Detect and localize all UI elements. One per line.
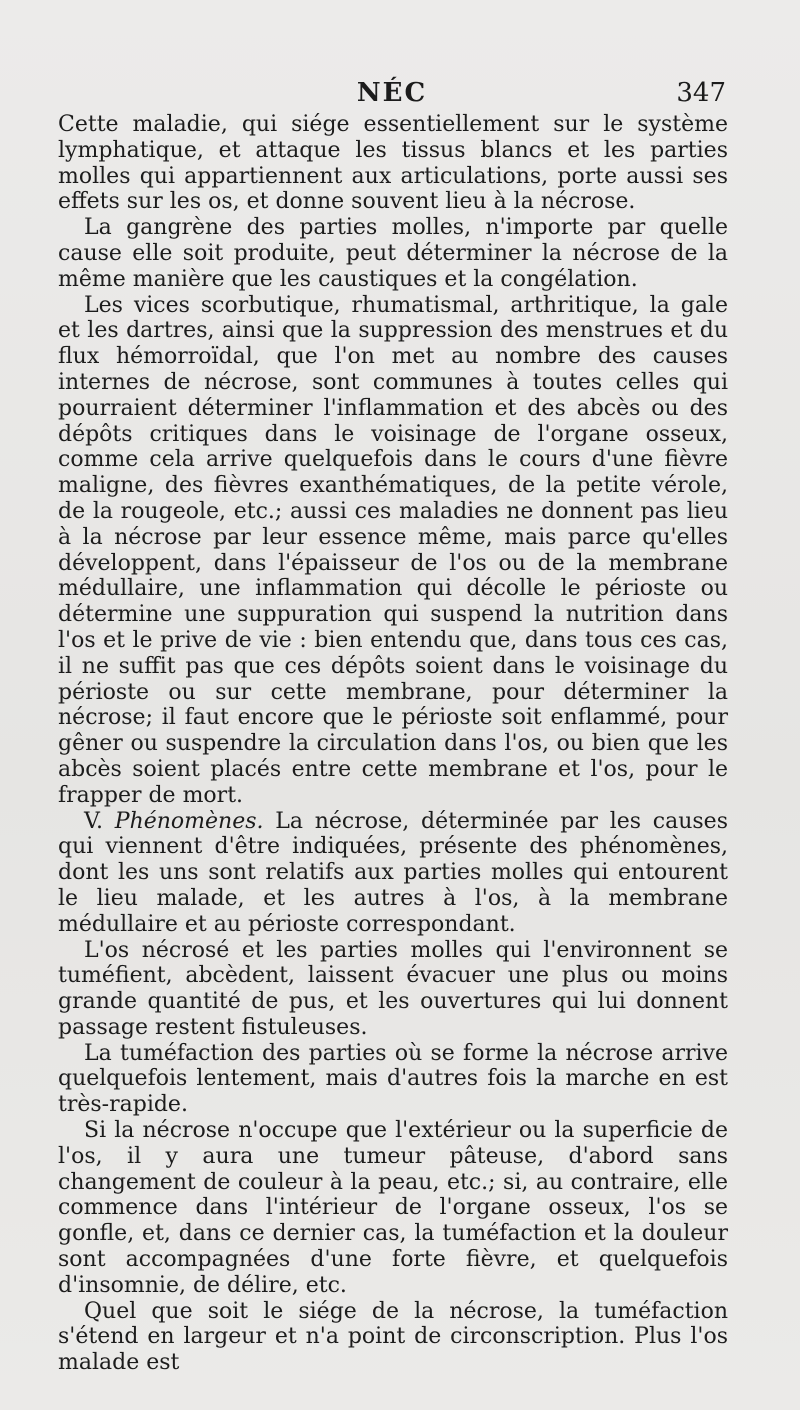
paragraph-7: Si la nécrose n'occupe que l'extérieur ou la superficie de l'os, il y aura une tumeur pâteuse, d'abord sans changement de couleur à la peau, etc.; si, au contraire, elle commence dans l'intérieur de l'organe osseux, l'os se gonfle, et, dans ce dernier cas, la tuméfaction et la douleur sont accompagnées d'une forte fièvre, et quelquefois d'insomnie, de délire, etc. [58,1118,728,1298]
section-label: V. [84,808,104,834]
section-paragraph [58,809,728,938]
paragraph-3: Les vices scorbutique, rhumatismal, arthritique, la gale et les dartres, ainsi que la suppression des menstrues et du flux hémorroïdal, que l'on met au nombre des causes internes de nécrose, sont communes à toutes celles qui pourraient déterminer l'inflammation et des abcès ou des dépôts critiques dans le voisinage de l'organe osseux, comme cela arrive quelquefois dans le cours d'une fièvre maligne, des fièvres exanthématiques, de la petite vérole, de la rougeole, etc.; aussi ces maladies ne donnent pas lieu à la nécrose par leur essence même, mais parce qu'elles développent, dans l'épaisseur de l'os ou de la membrane médullaire, une inflammation qui décolle le périoste ou détermine une suppuration qui suspend la nutrition dans l'os et le prive de vie : bien entendu que, dans tous ces cas, il ne suffit pas que ces dépôts soient dans le voisinage du périoste ou sur cette membrane, pour déterminer la nécrose; il faut encore que le périoste soit enflammé, pour gêner ou suspendre la circulation dans l'os, ou bien que les abcès soient placés entre cette membrane et l'os, pour le frapper de mort. [58,292,728,808]
paragraph-5: L'os nécrosé et les parties molles qui l'environnent se tuméfient, abcèdent, laissent évacuer une plus ou moins grande quantité de pus, et les ouvertures qui lui donnent passage restent fistuleuses. [58,937,728,1040]
running-head: NÉC [356,78,428,108]
section-title: Phénomènes. [114,808,264,834]
section-text: La nécrose, déterminée par les causes qui viennent d'être indiquées, présente des phénomènes, dont les uns sont relatifs aux parties molles qui entourent le lieu malade, et les autres à l'os, à la membrane médullaire et au périoste correspondant. [58,808,728,937]
body-text [58,112,728,1376]
page-number: 347 [676,78,726,108]
paragraph-1: Cette maladie, qui siége essentiellement sur le système lymphatique, et attaque les tissus blancs et les parties molles qui appartiennent aux articulations, porte aussi ses effets sur les os, et donne souvent lieu à la nécrose. [58,112,728,215]
paragraph-8: Quel que soit le siége de la nécrose, la tuméfaction s'étend en largeur et n'a point de circonscription. Plus l'os malade est [58,1298,728,1376]
paragraph-6: La tuméfaction des parties où se forme la nécrose arrive quelquefois lentement, mais d'autres fois la marche en est très-rapide. [58,1040,728,1118]
paragraph-2: La gangrène des parties molles, n'importe par quelle cause elle soit produite, peut déterminer la nécrose de la même manière que les caustiques et la congélation. [58,215,728,292]
